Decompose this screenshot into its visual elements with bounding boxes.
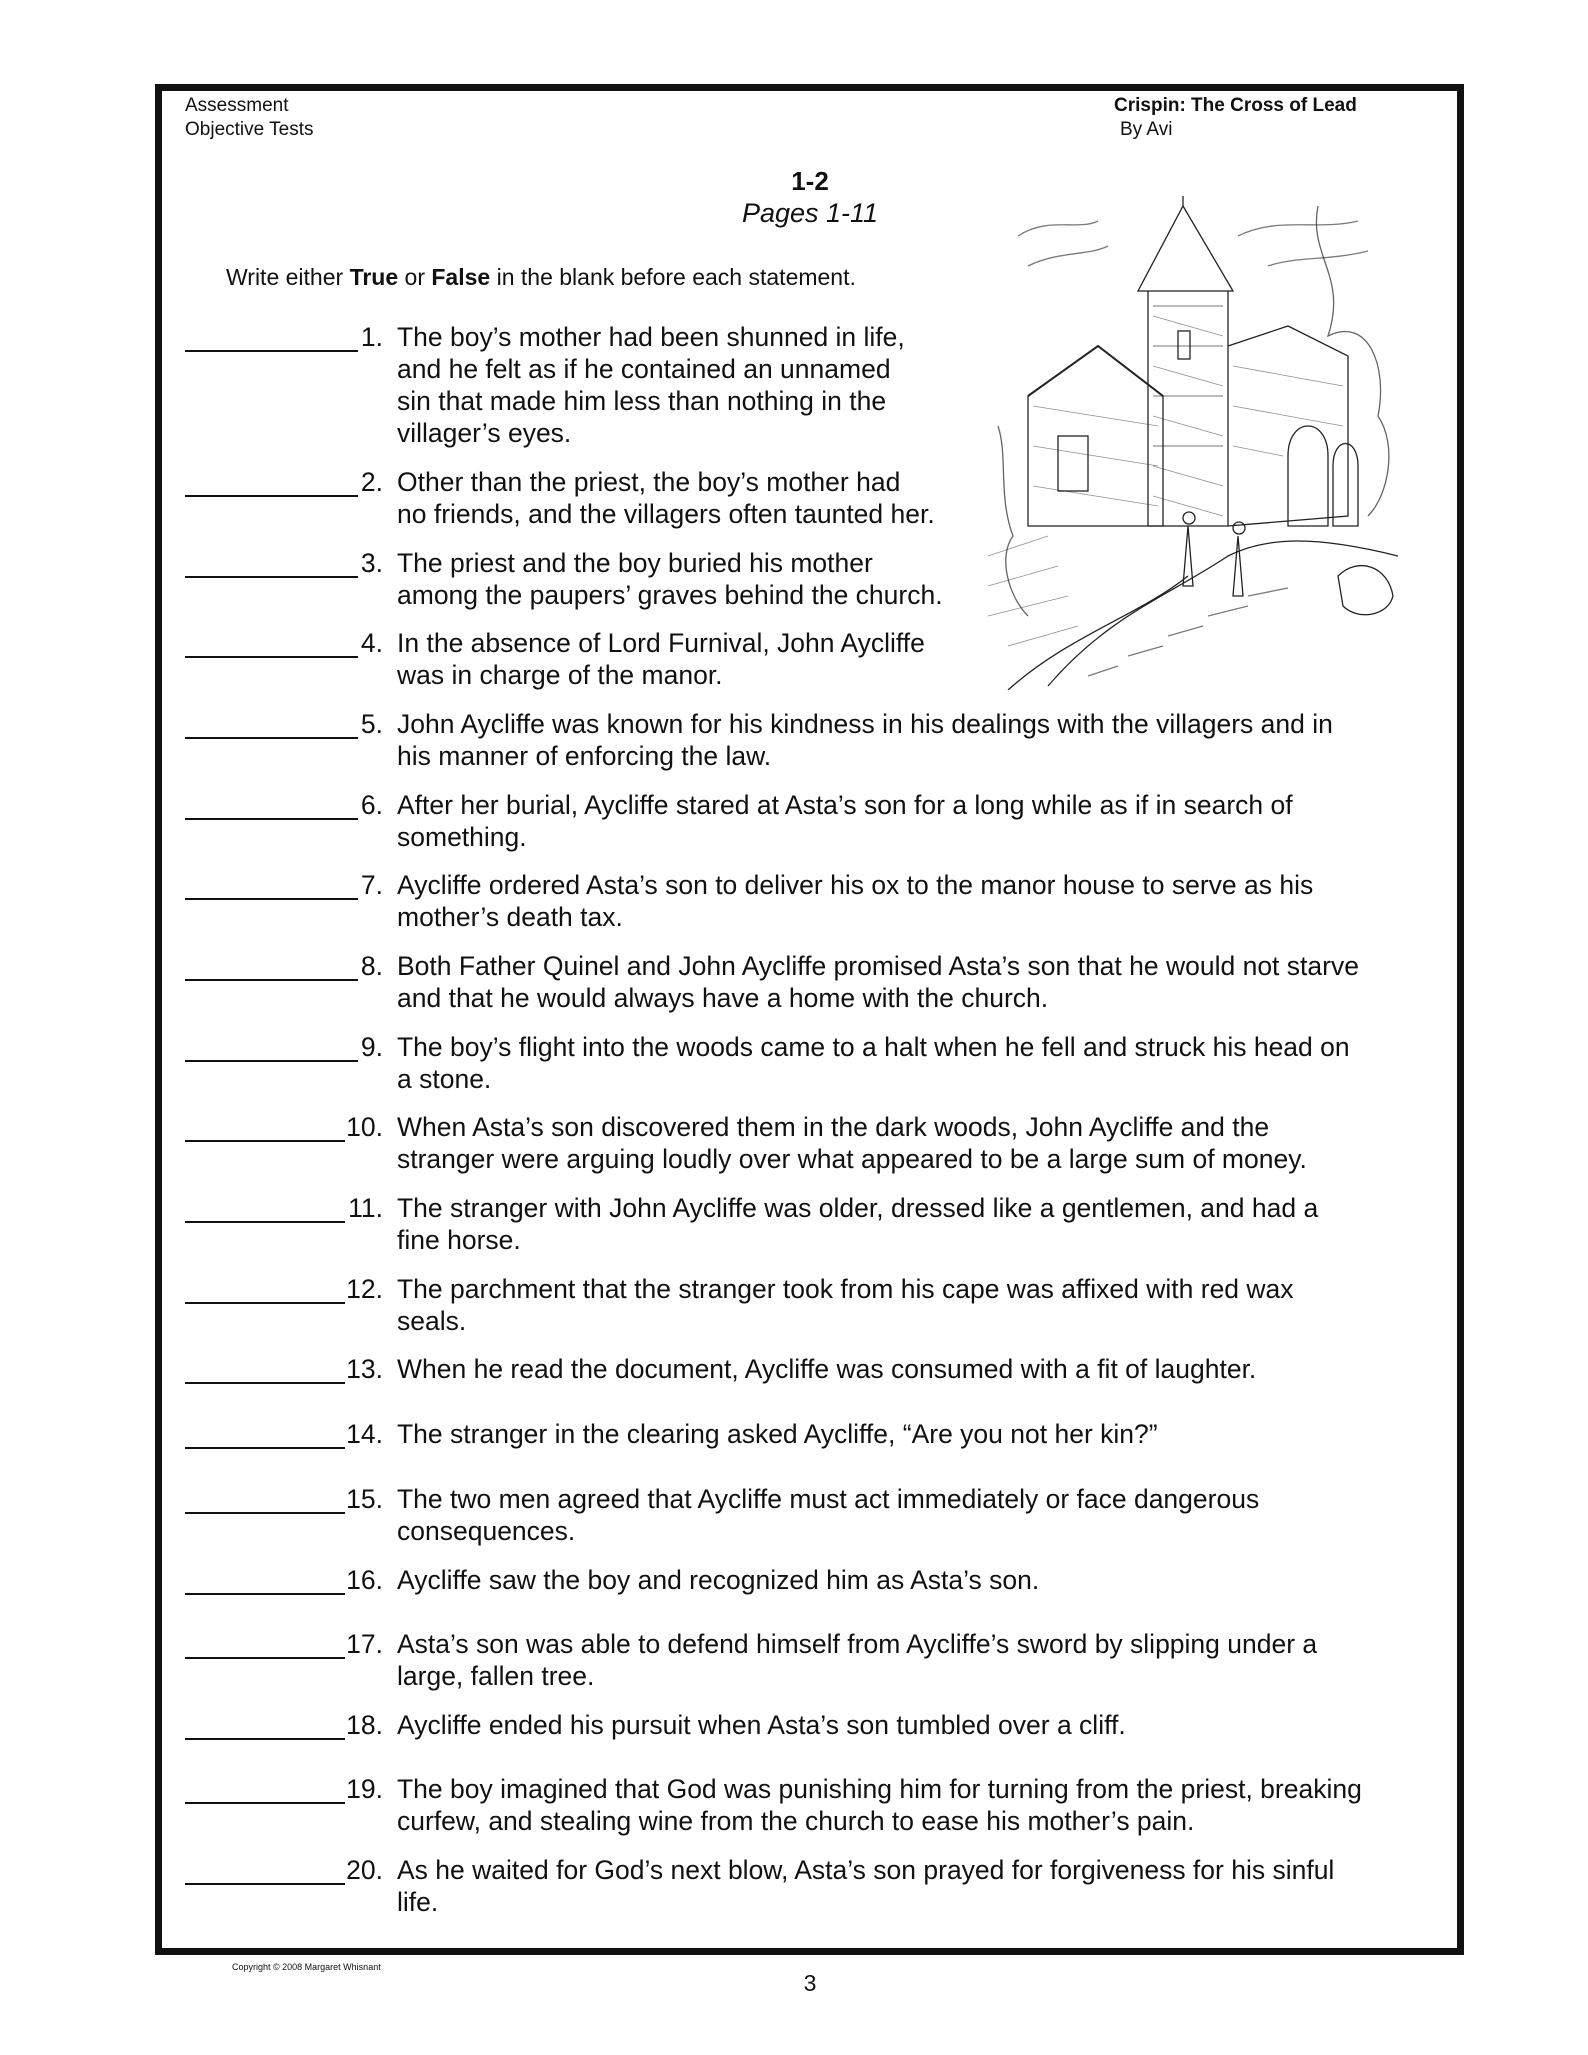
- question-line: Aycliffe ended his pursuit when Asta’s son tumbled over a cliff.: [397, 1710, 1126, 1740]
- question-text: [397, 321, 905, 449]
- question-line: stranger were arguing loudly over what appeared to be a large sum of money.: [397, 1144, 1307, 1174]
- question-line: large, fallen tree.: [397, 1661, 595, 1691]
- question-line: and he felt as if he contained an unnamed: [397, 354, 891, 384]
- question-line: The boy’s flight into the woods came to a halt when he fell and struck his head on: [397, 1032, 1350, 1062]
- church-tower-illustration: [988, 196, 1402, 690]
- header-left: [185, 94, 313, 142]
- question-line: When Asta’s son discovered them in the dark woods, John Aycliffe and the: [397, 1112, 1270, 1142]
- question-line: his manner of enforcing the law.: [397, 741, 772, 771]
- question-line: sin that made him less than nothing in the: [397, 386, 887, 416]
- question-number: 10.: [346, 1112, 383, 1142]
- question-line: life.: [397, 1887, 439, 1917]
- question-text: [397, 1773, 1362, 1837]
- question-text: [397, 1483, 1259, 1547]
- question-number: 7.: [360, 870, 383, 900]
- question-line: Both Father Quinel and John Aycliffe promised Asta’s son that he would not starve: [397, 951, 1359, 981]
- question-text: [397, 1192, 1318, 1256]
- question-text: [397, 708, 1333, 772]
- question-number: 17.: [346, 1629, 383, 1659]
- question-line: The stranger with John Aycliffe was older, dressed like a gentlemen, and had a: [397, 1193, 1319, 1223]
- question-line: among the paupers’ graves behind the church.: [397, 580, 943, 610]
- header-objective-tests: Objective Tests: [185, 119, 314, 140]
- question-number: 4.: [360, 628, 383, 658]
- question-number: 9.: [360, 1032, 383, 1062]
- question-line: mother’s death tax.: [397, 902, 623, 932]
- question-line: The stranger in the clearing asked Aycliffe, “Are you not her kin?”: [397, 1419, 1158, 1449]
- question-line: was in charge of the manor.: [397, 660, 723, 690]
- question-number: 15.: [346, 1484, 383, 1514]
- question-line: The two men agreed that Aycliffe must act immediately or face dangerous: [397, 1484, 1260, 1514]
- question-line: In the absence of Lord Furnival, John Aycliffe: [397, 628, 925, 658]
- question-number: 2.: [360, 467, 383, 497]
- question-number: 3.: [360, 548, 383, 578]
- instructions-false: False: [431, 264, 491, 290]
- question-line: Asta’s son was able to defend himself from Aycliffe’s sword by slipping under a: [397, 1629, 1318, 1659]
- question-line: fine horse.: [397, 1225, 521, 1255]
- question-number: 8.: [360, 951, 383, 981]
- question-line: and that he would always have a home with the church.: [397, 983, 1049, 1013]
- section-pages: Pages 1-11: [741, 198, 879, 228]
- question-text: [397, 1111, 1307, 1175]
- section-number: 1-2: [791, 166, 829, 196]
- question-number: 12.: [346, 1274, 383, 1304]
- question-text: [397, 1353, 1256, 1385]
- question-line: The boy’s mother had been shunned in life,: [397, 322, 905, 352]
- question-line: villager’s eyes.: [397, 418, 572, 448]
- question-line: The boy imagined that God was punishing him for turning from the priest, breaking: [397, 1774, 1362, 1804]
- instructions: [226, 264, 856, 291]
- question-line: Aycliffe ordered Asta’s son to deliver his ox to the manor house to serve as his: [397, 870, 1314, 900]
- question-text: [397, 1273, 1294, 1337]
- question-line: something.: [397, 822, 527, 852]
- question-line: consequences.: [397, 1516, 576, 1546]
- question-number: 20.: [346, 1855, 383, 1885]
- header-assessment: Assessment: [185, 95, 289, 116]
- question-number: 5.: [360, 709, 383, 739]
- question-text: [397, 1031, 1350, 1095]
- question-line: John Aycliffe was known for his kindness in his dealings with the villagers and in: [397, 709, 1333, 739]
- question-number: 13.: [346, 1354, 383, 1384]
- question-line: no friends, and the villagers often taunted her.: [397, 499, 935, 529]
- question-number: 19.: [346, 1774, 383, 1804]
- question-line: As he waited for God’s next blow, Asta’s son prayed for forgiveness for his sinful: [397, 1855, 1335, 1885]
- question-line: seals.: [397, 1306, 467, 1336]
- question-number: 14.: [346, 1419, 383, 1449]
- instructions-suffix: in the blank before each statement.: [490, 264, 856, 290]
- question-text: [397, 627, 925, 691]
- book-author: By Avi: [1120, 119, 1173, 140]
- question-number: 18.: [346, 1710, 383, 1740]
- question-line: Aycliffe saw the boy and recognized him as Asta’s son.: [397, 1565, 1040, 1595]
- question-line: The parchment that the stranger took from his cape was affixed with red wax: [397, 1274, 1294, 1304]
- question-text: [397, 869, 1313, 933]
- question-text: [397, 1709, 1126, 1741]
- instructions-true: True: [349, 264, 399, 290]
- question-number: 16.: [346, 1565, 383, 1595]
- question-text: [397, 547, 943, 611]
- question-number: 11.: [348, 1193, 383, 1223]
- question-line: After her burial, Aycliffe stared at Asta’s son for a long while as if in search of: [397, 790, 1293, 820]
- question-text: [397, 950, 1359, 1014]
- question-text: [397, 1628, 1317, 1692]
- header-right: [1114, 94, 1357, 142]
- instructions-middle: or: [398, 264, 432, 290]
- question-text: [397, 1854, 1334, 1918]
- question-line: When he read the document, Aycliffe was consumed with a fit of laughter.: [397, 1354, 1257, 1384]
- question-line: a stone.: [397, 1064, 492, 1094]
- question-text: [397, 466, 935, 530]
- question-number: 1.: [360, 322, 383, 352]
- question-line: The priest and the boy buried his mother: [397, 548, 873, 578]
- question-text: [397, 1418, 1158, 1450]
- question-text: [397, 789, 1293, 853]
- question-text: [397, 1564, 1039, 1596]
- page-number: 3: [803, 1970, 817, 1996]
- book-title: Crispin: The Cross of Lead: [1114, 95, 1357, 116]
- instructions-prefix: Write either: [226, 264, 350, 290]
- copyright: Copyright © 2008 Margaret Whisnant: [232, 1962, 381, 1972]
- question-line: curfew, and stealing wine from the church to ease his mother’s pain.: [397, 1806, 1195, 1836]
- question-line: Other than the priest, the boy’s mother had: [397, 467, 901, 497]
- question-number: 6.: [360, 790, 383, 820]
